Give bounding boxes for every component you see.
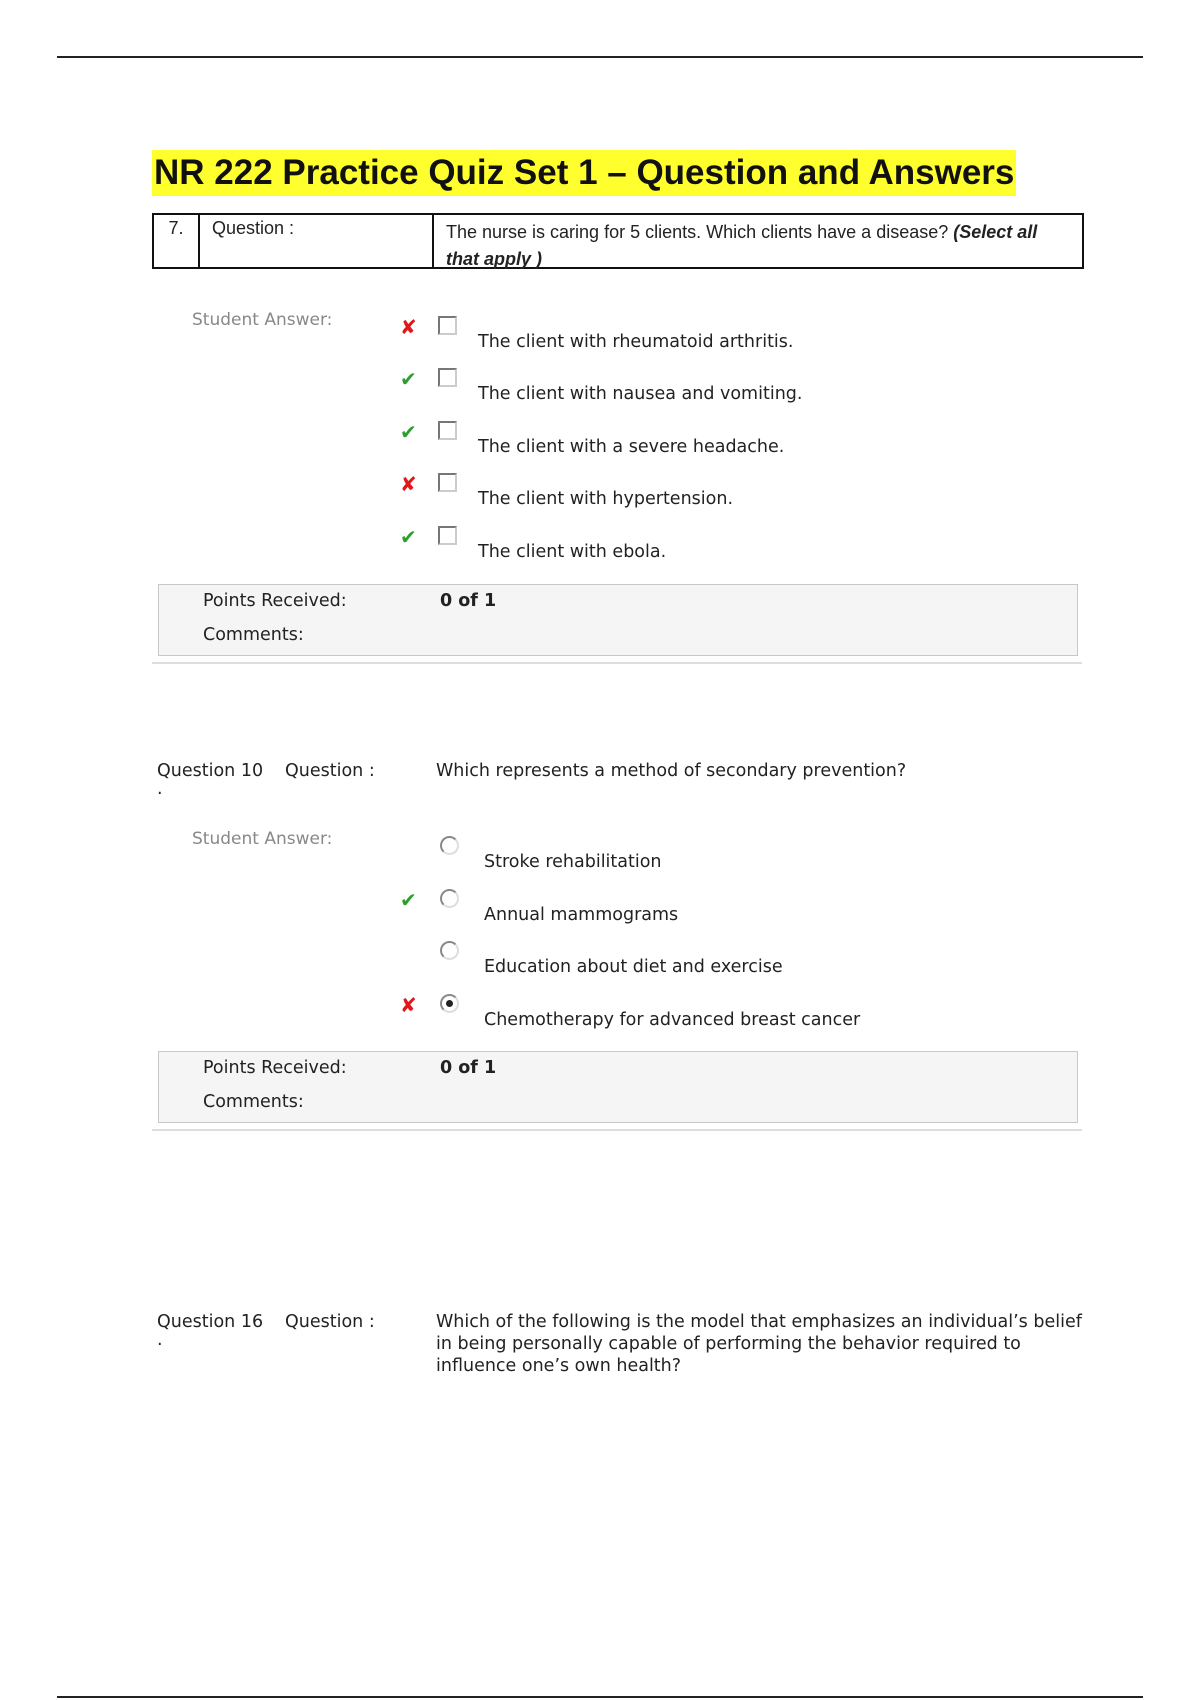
answer-option[interactable] <box>400 526 1100 560</box>
comments-label: Comments: <box>203 1092 304 1112</box>
checkbox[interactable] <box>438 526 457 545</box>
question-label: Question : <box>202 215 434 267</box>
page-title: NR 222 Practice Quiz Set 1 – Question and Answers <box>152 150 1016 196</box>
points-panel <box>158 1051 1078 1123</box>
question-text: Which of the following is the model that emphasizes an individual’s belief in being personally capable of performing the behavior required to influence one’s own health? <box>436 1312 1082 1376</box>
question-dot: . <box>157 779 163 799</box>
option-text: Stroke rehabilitation <box>484 852 662 872</box>
option-text: Chemotherapy for advanced breast cancer <box>484 1010 861 1030</box>
option-text: The client with rheumatoid arthritis. <box>478 332 794 352</box>
checkbox[interactable] <box>438 368 457 387</box>
answer-option[interactable] <box>400 889 1100 923</box>
option-text: The client with ebola. <box>478 542 667 562</box>
question-number: 7. <box>154 215 200 267</box>
correct-icon: ✔ <box>400 367 417 391</box>
question-text: Which represents a method of secondary prevention? <box>436 761 907 781</box>
checkbox[interactable] <box>438 316 457 335</box>
incorrect-icon: ✘ <box>400 472 417 496</box>
option-text: The client with hypertension. <box>478 489 734 509</box>
question-text: The nurse is caring for 5 clients. Which clients have a disease? (Select all that apply ) <box>446 222 1038 269</box>
answer-option[interactable] <box>400 316 1100 350</box>
correct-icon: ✔ <box>400 888 417 912</box>
points-panel <box>158 584 1078 656</box>
question-dot: . <box>157 1330 163 1350</box>
answer-option[interactable] <box>400 473 1100 507</box>
radio-button[interactable] <box>440 836 459 855</box>
question-number: Question 10 <box>157 761 264 781</box>
question-label: Question : <box>285 761 375 781</box>
option-text: The client with a severe headache. <box>478 437 785 457</box>
answer-option[interactable] <box>400 994 1100 1028</box>
option-text: Annual mammograms <box>484 905 679 925</box>
bottom-rule <box>57 1696 1143 1698</box>
top-rule <box>57 56 1143 58</box>
student-answer-label: Student Answer: <box>192 829 333 849</box>
question-instruction: (Select all that apply ) <box>446 222 1038 269</box>
checkbox[interactable] <box>438 421 457 440</box>
incorrect-icon: ✘ <box>400 993 417 1017</box>
answer-option[interactable] <box>400 421 1100 455</box>
correct-icon: ✔ <box>400 420 417 444</box>
separator <box>152 662 1082 664</box>
answer-option[interactable] <box>400 836 1100 870</box>
points-label: Points Received: <box>203 591 347 611</box>
radio-button-selected[interactable] <box>440 994 459 1013</box>
points-value: 0 of 1 <box>440 1058 497 1078</box>
radio-button[interactable] <box>440 889 459 908</box>
incorrect-icon: ✘ <box>400 315 417 339</box>
option-text: Education about diet and exercise <box>484 957 783 977</box>
points-label: Points Received: <box>203 1058 347 1078</box>
student-answer-label: Student Answer: <box>192 310 333 330</box>
answer-option[interactable] <box>400 941 1100 975</box>
question-7-header-table <box>152 213 1084 269</box>
correct-icon: ✔ <box>400 525 417 549</box>
option-text: The client with nausea and vomiting. <box>478 384 803 404</box>
points-value: 0 of 1 <box>440 591 497 611</box>
question-label: Question : <box>285 1312 375 1332</box>
question-number: Question 16 <box>157 1312 264 1332</box>
radio-button[interactable] <box>440 941 459 960</box>
radio-dot-icon <box>446 1000 453 1007</box>
checkbox[interactable] <box>438 473 457 492</box>
comments-label: Comments: <box>203 625 304 645</box>
answer-option[interactable] <box>400 368 1100 402</box>
separator <box>152 1129 1082 1131</box>
